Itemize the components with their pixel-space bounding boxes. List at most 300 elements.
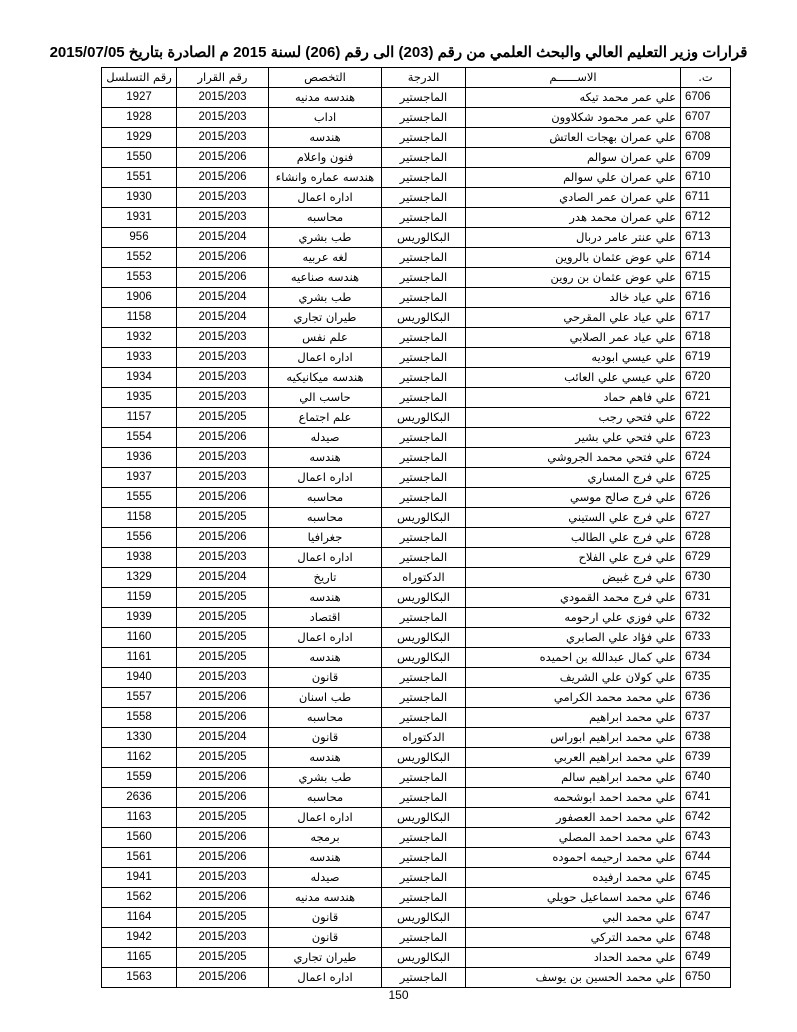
specialty-cell: لغه عربيه	[269, 248, 382, 268]
specialty-cell: هندسه	[269, 748, 382, 768]
row-number-cell: 6749	[681, 948, 731, 968]
table-row	[102, 628, 731, 648]
degree-cell: الماجستير	[382, 488, 466, 508]
serial-number-cell: 1560	[102, 828, 177, 848]
person-name-cell: علي محمد ابراهيم سالم	[466, 768, 681, 788]
decision-number-cell: 2015/203	[177, 88, 269, 108]
specialty-cell: اداره اعمال	[269, 548, 382, 568]
row-number-cell: 6739	[681, 748, 731, 768]
degree-cell: الماجستير	[382, 188, 466, 208]
decision-number-cell: 2015/205	[177, 948, 269, 968]
decision-number-cell: 2015/204	[177, 568, 269, 588]
serial-number-cell: 1158	[102, 508, 177, 528]
person-name-cell: علي عياد خالد	[466, 288, 681, 308]
header-row	[102, 68, 731, 88]
table-row	[102, 168, 731, 188]
specialty-cell: هندسه عماره وانشاء	[269, 168, 382, 188]
table-row	[102, 588, 731, 608]
row-number-cell: 6735	[681, 668, 731, 688]
degree-cell: الماجستير	[382, 248, 466, 268]
table-row	[102, 868, 731, 888]
decision-number-cell: 2015/206	[177, 788, 269, 808]
degree-cell: الماجستير	[382, 428, 466, 448]
specialty-cell: محاسبه	[269, 488, 382, 508]
header-t: ت.	[681, 68, 731, 88]
serial-number-cell: 1158	[102, 308, 177, 328]
row-number-cell: 6721	[681, 388, 731, 408]
specialty-cell: هندسه	[269, 448, 382, 468]
specialty-cell: برمجه	[269, 828, 382, 848]
person-name-cell: علي فرج المساري	[466, 468, 681, 488]
table-row	[102, 88, 731, 108]
specialty-cell: اداب	[269, 108, 382, 128]
row-number-cell: 6750	[681, 968, 731, 988]
row-number-cell: 6717	[681, 308, 731, 328]
person-name-cell: علي عياد عمر الصلابي	[466, 328, 681, 348]
serial-number-cell: 1157	[102, 408, 177, 428]
row-number-cell: 6722	[681, 408, 731, 428]
decision-number-cell: 2015/205	[177, 508, 269, 528]
serial-number-cell: 1934	[102, 368, 177, 388]
decision-number-cell: 2015/206	[177, 888, 269, 908]
person-name-cell: علي فاهم حماد	[466, 388, 681, 408]
table-row	[102, 308, 731, 328]
degree-cell: البكالوريس	[382, 808, 466, 828]
degree-cell: الماجستير	[382, 128, 466, 148]
serial-number-cell: 1562	[102, 888, 177, 908]
serial-number-cell: 1939	[102, 608, 177, 628]
row-number-cell: 6725	[681, 468, 731, 488]
degree-cell: الماجستير	[382, 768, 466, 788]
decision-number-cell: 2015/204	[177, 288, 269, 308]
table-row	[102, 608, 731, 628]
header-name: الاســــــم	[466, 68, 681, 88]
decision-number-cell: 2015/204	[177, 728, 269, 748]
degree-cell: الماجستير	[382, 668, 466, 688]
header-specialty: التخصص	[269, 68, 382, 88]
decision-number-cell: 2015/204	[177, 228, 269, 248]
table-row	[102, 388, 731, 408]
person-name-cell: علي فرج علي الفلاح	[466, 548, 681, 568]
serial-number-cell: 1551	[102, 168, 177, 188]
degree-cell: البكالوريس	[382, 588, 466, 608]
table-row	[102, 488, 731, 508]
degree-cell: الماجستير	[382, 88, 466, 108]
decision-number-cell: 2015/203	[177, 368, 269, 388]
person-name-cell: علي محمد ابراهيم	[466, 708, 681, 728]
table-row	[102, 188, 731, 208]
row-number-cell: 6738	[681, 728, 731, 748]
decision-number-cell: 2015/205	[177, 408, 269, 428]
decision-number-cell: 2015/203	[177, 868, 269, 888]
serial-number-cell: 1927	[102, 88, 177, 108]
degree-cell: الماجستير	[382, 468, 466, 488]
table-row	[102, 948, 731, 968]
person-name-cell: علي محمد اسماعيل حويلي	[466, 888, 681, 908]
table-row	[102, 568, 731, 588]
person-name-cell: علي فرج علي الستيني	[466, 508, 681, 528]
specialty-cell: هندسه مدنيه	[269, 88, 382, 108]
serial-number-cell: 1942	[102, 928, 177, 948]
degree-cell: الدكتوراه	[382, 568, 466, 588]
table-row	[102, 408, 731, 428]
specialty-cell: محاسبه	[269, 708, 382, 728]
specialty-cell: اقتصاد	[269, 608, 382, 628]
person-name-cell: علي عوض عثمان بن روين	[466, 268, 681, 288]
person-name-cell: علي عمران علي سوالم	[466, 168, 681, 188]
table-row	[102, 468, 731, 488]
table-row	[102, 268, 731, 288]
person-name-cell: علي كمال عبدالله بن احميده	[466, 648, 681, 668]
degree-cell: الماجستير	[382, 868, 466, 888]
degree-cell: الماجستير	[382, 688, 466, 708]
decision-number-cell: 2015/203	[177, 348, 269, 368]
degree-cell: الماجستير	[382, 368, 466, 388]
serial-number-cell: 1159	[102, 588, 177, 608]
decision-number-cell: 2015/204	[177, 308, 269, 328]
row-number-cell: 6742	[681, 808, 731, 828]
table-row	[102, 148, 731, 168]
specialty-cell: اداره اعمال	[269, 188, 382, 208]
decision-number-cell: 2015/203	[177, 468, 269, 488]
person-name-cell: علي فرج محمد القمودي	[466, 588, 681, 608]
degree-cell: البكالوريس	[382, 748, 466, 768]
specialty-cell: هندسه صناعيه	[269, 268, 382, 288]
decision-number-cell: 2015/206	[177, 968, 269, 988]
row-number-cell: 6723	[681, 428, 731, 448]
person-name-cell: علي عياد علي المقرحي	[466, 308, 681, 328]
serial-number-cell: 1330	[102, 728, 177, 748]
table-row	[102, 248, 731, 268]
row-number-cell: 6743	[681, 828, 731, 848]
table-row	[102, 528, 731, 548]
person-name-cell: علي عمران بهجات العاتش	[466, 128, 681, 148]
row-number-cell: 6708	[681, 128, 731, 148]
table-row	[102, 648, 731, 668]
table-header	[102, 68, 731, 88]
person-name-cell: علي عمران عمر الصادي	[466, 188, 681, 208]
serial-number-cell: 1938	[102, 548, 177, 568]
person-name-cell: علي محمد احمد المصلي	[466, 828, 681, 848]
degree-cell: البكالوريس	[382, 508, 466, 528]
specialty-cell: قانون	[269, 728, 382, 748]
decision-number-cell: 2015/206	[177, 848, 269, 868]
row-number-cell: 6715	[681, 268, 731, 288]
specialty-cell: جغرافيا	[269, 528, 382, 548]
degree-cell: الماجستير	[382, 528, 466, 548]
table-body	[102, 88, 731, 988]
degree-cell: الماجستير	[382, 348, 466, 368]
decision-number-cell: 2015/205	[177, 748, 269, 768]
row-number-cell: 6740	[681, 768, 731, 788]
table-row	[102, 548, 731, 568]
specialty-cell: صيدله	[269, 428, 382, 448]
row-number-cell: 6746	[681, 888, 731, 908]
table-row	[102, 448, 731, 468]
decisions-table	[101, 67, 731, 988]
row-number-cell: 6720	[681, 368, 731, 388]
serial-number-cell: 2636	[102, 788, 177, 808]
serial-number-cell: 1162	[102, 748, 177, 768]
row-number-cell: 6719	[681, 348, 731, 368]
degree-cell: البكالوريس	[382, 948, 466, 968]
table-row	[102, 328, 731, 348]
table-row	[102, 728, 731, 748]
specialty-cell: طيران تجاري	[269, 948, 382, 968]
decision-number-cell: 2015/203	[177, 188, 269, 208]
person-name-cell: علي عمران سوالم	[466, 148, 681, 168]
decision-number-cell: 2015/203	[177, 208, 269, 228]
person-name-cell: علي عمر محمود شكلاوون	[466, 108, 681, 128]
person-name-cell: علي محمد التركي	[466, 928, 681, 948]
header-decision: رقم القرار	[177, 68, 269, 88]
person-name-cell: علي فتحي رجب	[466, 408, 681, 428]
serial-number-cell: 1936	[102, 448, 177, 468]
degree-cell: الماجستير	[382, 108, 466, 128]
degree-cell: الماجستير	[382, 328, 466, 348]
table-row	[102, 508, 731, 528]
serial-number-cell: 1555	[102, 488, 177, 508]
table-row	[102, 748, 731, 768]
row-number-cell: 6733	[681, 628, 731, 648]
serial-number-cell: 1556	[102, 528, 177, 548]
serial-number-cell: 1940	[102, 668, 177, 688]
serial-number-cell: 1557	[102, 688, 177, 708]
degree-cell: الماجستير	[382, 268, 466, 288]
header-degree: الدرجة	[382, 68, 466, 88]
row-number-cell: 6736	[681, 688, 731, 708]
person-name-cell: علي فؤاد علي الصابري	[466, 628, 681, 648]
decision-number-cell: 2015/203	[177, 448, 269, 468]
person-name-cell: علي عمران محمد هدر	[466, 208, 681, 228]
specialty-cell: علم نفس	[269, 328, 382, 348]
specialty-cell: هندسه	[269, 848, 382, 868]
specialty-cell: طيران تجاري	[269, 308, 382, 328]
serial-number-cell: 1933	[102, 348, 177, 368]
specialty-cell: قانون	[269, 668, 382, 688]
person-name-cell: علي محمد محمد الكرامي	[466, 688, 681, 708]
degree-cell: الماجستير	[382, 148, 466, 168]
person-name-cell: علي محمد احمد ابوشحمه	[466, 788, 681, 808]
person-name-cell: علي عنتر عامر دربال	[466, 228, 681, 248]
serial-number-cell: 1550	[102, 148, 177, 168]
specialty-cell: هندسه	[269, 128, 382, 148]
specialty-cell: محاسبه	[269, 208, 382, 228]
decision-number-cell: 2015/203	[177, 668, 269, 688]
table-row	[102, 108, 731, 128]
specialty-cell: محاسبه	[269, 508, 382, 528]
table-row	[102, 848, 731, 868]
person-name-cell: علي فوزي علي ارحومه	[466, 608, 681, 628]
row-number-cell: 6731	[681, 588, 731, 608]
specialty-cell: اداره اعمال	[269, 348, 382, 368]
specialty-cell: اداره اعمال	[269, 808, 382, 828]
serial-number-cell: 1941	[102, 868, 177, 888]
table-row	[102, 668, 731, 688]
degree-cell: الدكتوراه	[382, 728, 466, 748]
decision-number-cell: 2015/206	[177, 428, 269, 448]
decision-number-cell: 2015/206	[177, 708, 269, 728]
specialty-cell: اداره اعمال	[269, 968, 382, 988]
table-row	[102, 348, 731, 368]
table-row	[102, 908, 731, 928]
specialty-cell: هندسه ميكانيكيه	[269, 368, 382, 388]
person-name-cell: علي محمد البي	[466, 908, 681, 928]
decision-number-cell: 2015/206	[177, 168, 269, 188]
decision-number-cell: 2015/205	[177, 908, 269, 928]
row-number-cell: 6714	[681, 248, 731, 268]
row-number-cell: 6726	[681, 488, 731, 508]
specialty-cell: هندسه مدنيه	[269, 888, 382, 908]
degree-cell: الماجستير	[382, 388, 466, 408]
degree-cell: الماجستير	[382, 928, 466, 948]
serial-number-cell: 1165	[102, 948, 177, 968]
row-number-cell: 6737	[681, 708, 731, 728]
specialty-cell: قانون	[269, 908, 382, 928]
row-number-cell: 6724	[681, 448, 731, 468]
person-name-cell: علي محمد احمد العصفور	[466, 808, 681, 828]
specialty-cell: صيدله	[269, 868, 382, 888]
serial-number-cell: 956	[102, 228, 177, 248]
person-name-cell: علي فرج صالح موسي	[466, 488, 681, 508]
row-number-cell: 6727	[681, 508, 731, 528]
header-serial: رقم التسلسل	[102, 68, 177, 88]
serial-number-cell: 1160	[102, 628, 177, 648]
serial-number-cell: 1935	[102, 388, 177, 408]
degree-cell: الماجستير	[382, 608, 466, 628]
degree-cell: البكالوريس	[382, 228, 466, 248]
serial-number-cell: 1163	[102, 808, 177, 828]
serial-number-cell: 1563	[102, 968, 177, 988]
person-name-cell: علي محمد ابراهيم ابوراس	[466, 728, 681, 748]
table-row	[102, 828, 731, 848]
table-row	[102, 708, 731, 728]
decision-number-cell: 2015/205	[177, 808, 269, 828]
table-row	[102, 368, 731, 388]
decision-number-cell: 2015/205	[177, 588, 269, 608]
degree-cell: البكالوريس	[382, 408, 466, 428]
specialty-cell: طب بشري	[269, 768, 382, 788]
decision-number-cell: 2015/206	[177, 268, 269, 288]
table-row	[102, 228, 731, 248]
specialty-cell: طب بشري	[269, 228, 382, 248]
row-number-cell: 6711	[681, 188, 731, 208]
row-number-cell: 6713	[681, 228, 731, 248]
specialty-cell: محاسبه	[269, 788, 382, 808]
degree-cell: البكالوريس	[382, 908, 466, 928]
decision-number-cell: 2015/206	[177, 828, 269, 848]
row-number-cell: 6748	[681, 928, 731, 948]
serial-number-cell: 1554	[102, 428, 177, 448]
decision-number-cell: 2015/206	[177, 488, 269, 508]
row-number-cell: 6730	[681, 568, 731, 588]
table-row	[102, 288, 731, 308]
table-row	[102, 788, 731, 808]
row-number-cell: 6712	[681, 208, 731, 228]
specialty-cell: طب اسنان	[269, 688, 382, 708]
row-number-cell: 6728	[681, 528, 731, 548]
decision-number-cell: 2015/205	[177, 648, 269, 668]
decision-number-cell: 2015/206	[177, 148, 269, 168]
decision-number-cell: 2015/206	[177, 768, 269, 788]
row-number-cell: 6716	[681, 288, 731, 308]
person-name-cell: علي محمد ارحيمه احموده	[466, 848, 681, 868]
row-number-cell: 6729	[681, 548, 731, 568]
degree-cell: الماجستير	[382, 208, 466, 228]
degree-cell: البكالوريس	[382, 628, 466, 648]
serial-number-cell: 1928	[102, 108, 177, 128]
degree-cell: الماجستير	[382, 848, 466, 868]
row-number-cell: 6734	[681, 648, 731, 668]
serial-number-cell: 1937	[102, 468, 177, 488]
person-name-cell: علي كولان علي الشريف	[466, 668, 681, 688]
serial-number-cell: 1558	[102, 708, 177, 728]
specialty-cell: اداره اعمال	[269, 628, 382, 648]
person-name-cell: علي عيسي علي العائب	[466, 368, 681, 388]
person-name-cell: علي فتحي علي بشير	[466, 428, 681, 448]
person-name-cell: علي فتحي محمد الجروشي	[466, 448, 681, 468]
serial-number-cell: 1161	[102, 648, 177, 668]
table-row	[102, 888, 731, 908]
table-row	[102, 208, 731, 228]
row-number-cell: 6710	[681, 168, 731, 188]
serial-number-cell: 1932	[102, 328, 177, 348]
row-number-cell: 6744	[681, 848, 731, 868]
degree-cell: الماجستير	[382, 888, 466, 908]
decision-number-cell: 2015/203	[177, 328, 269, 348]
decision-number-cell: 2015/203	[177, 108, 269, 128]
table-row	[102, 808, 731, 828]
specialty-cell: فنون واعلام	[269, 148, 382, 168]
person-name-cell: علي محمد الحسين بن يوسف	[466, 968, 681, 988]
person-name-cell: علي عمر محمد تيكه	[466, 88, 681, 108]
degree-cell: الماجستير	[382, 788, 466, 808]
specialty-cell: تاريخ	[269, 568, 382, 588]
specialty-cell: علم اجتماع	[269, 408, 382, 428]
row-number-cell: 6745	[681, 868, 731, 888]
decision-number-cell: 2015/203	[177, 928, 269, 948]
table-row	[102, 768, 731, 788]
row-number-cell: 6718	[681, 328, 731, 348]
serial-number-cell: 1929	[102, 128, 177, 148]
person-name-cell: علي فرج غبيض	[466, 568, 681, 588]
specialty-cell: طب بشري	[269, 288, 382, 308]
specialty-cell: هندسه	[269, 648, 382, 668]
degree-cell: البكالوريس	[382, 648, 466, 668]
person-name-cell: علي فرج علي الطالب	[466, 528, 681, 548]
serial-number-cell: 1552	[102, 248, 177, 268]
specialty-cell: اداره اعمال	[269, 468, 382, 488]
row-number-cell: 6747	[681, 908, 731, 928]
decision-number-cell: 2015/206	[177, 688, 269, 708]
degree-cell: الماجستير	[382, 448, 466, 468]
table-row	[102, 688, 731, 708]
serial-number-cell: 1553	[102, 268, 177, 288]
specialty-cell: هندسه	[269, 588, 382, 608]
degree-cell: الماجستير	[382, 968, 466, 988]
row-number-cell: 6706	[681, 88, 731, 108]
decision-number-cell: 2015/206	[177, 528, 269, 548]
degree-cell: الماجستير	[382, 288, 466, 308]
decision-number-cell: 2015/203	[177, 128, 269, 148]
person-name-cell: علي محمد ارفيده	[466, 868, 681, 888]
decision-number-cell: 2015/205	[177, 608, 269, 628]
degree-cell: البكالوريس	[382, 308, 466, 328]
table-row	[102, 968, 731, 988]
row-number-cell: 6732	[681, 608, 731, 628]
decision-number-cell: 2015/205	[177, 628, 269, 648]
serial-number-cell: 1559	[102, 768, 177, 788]
